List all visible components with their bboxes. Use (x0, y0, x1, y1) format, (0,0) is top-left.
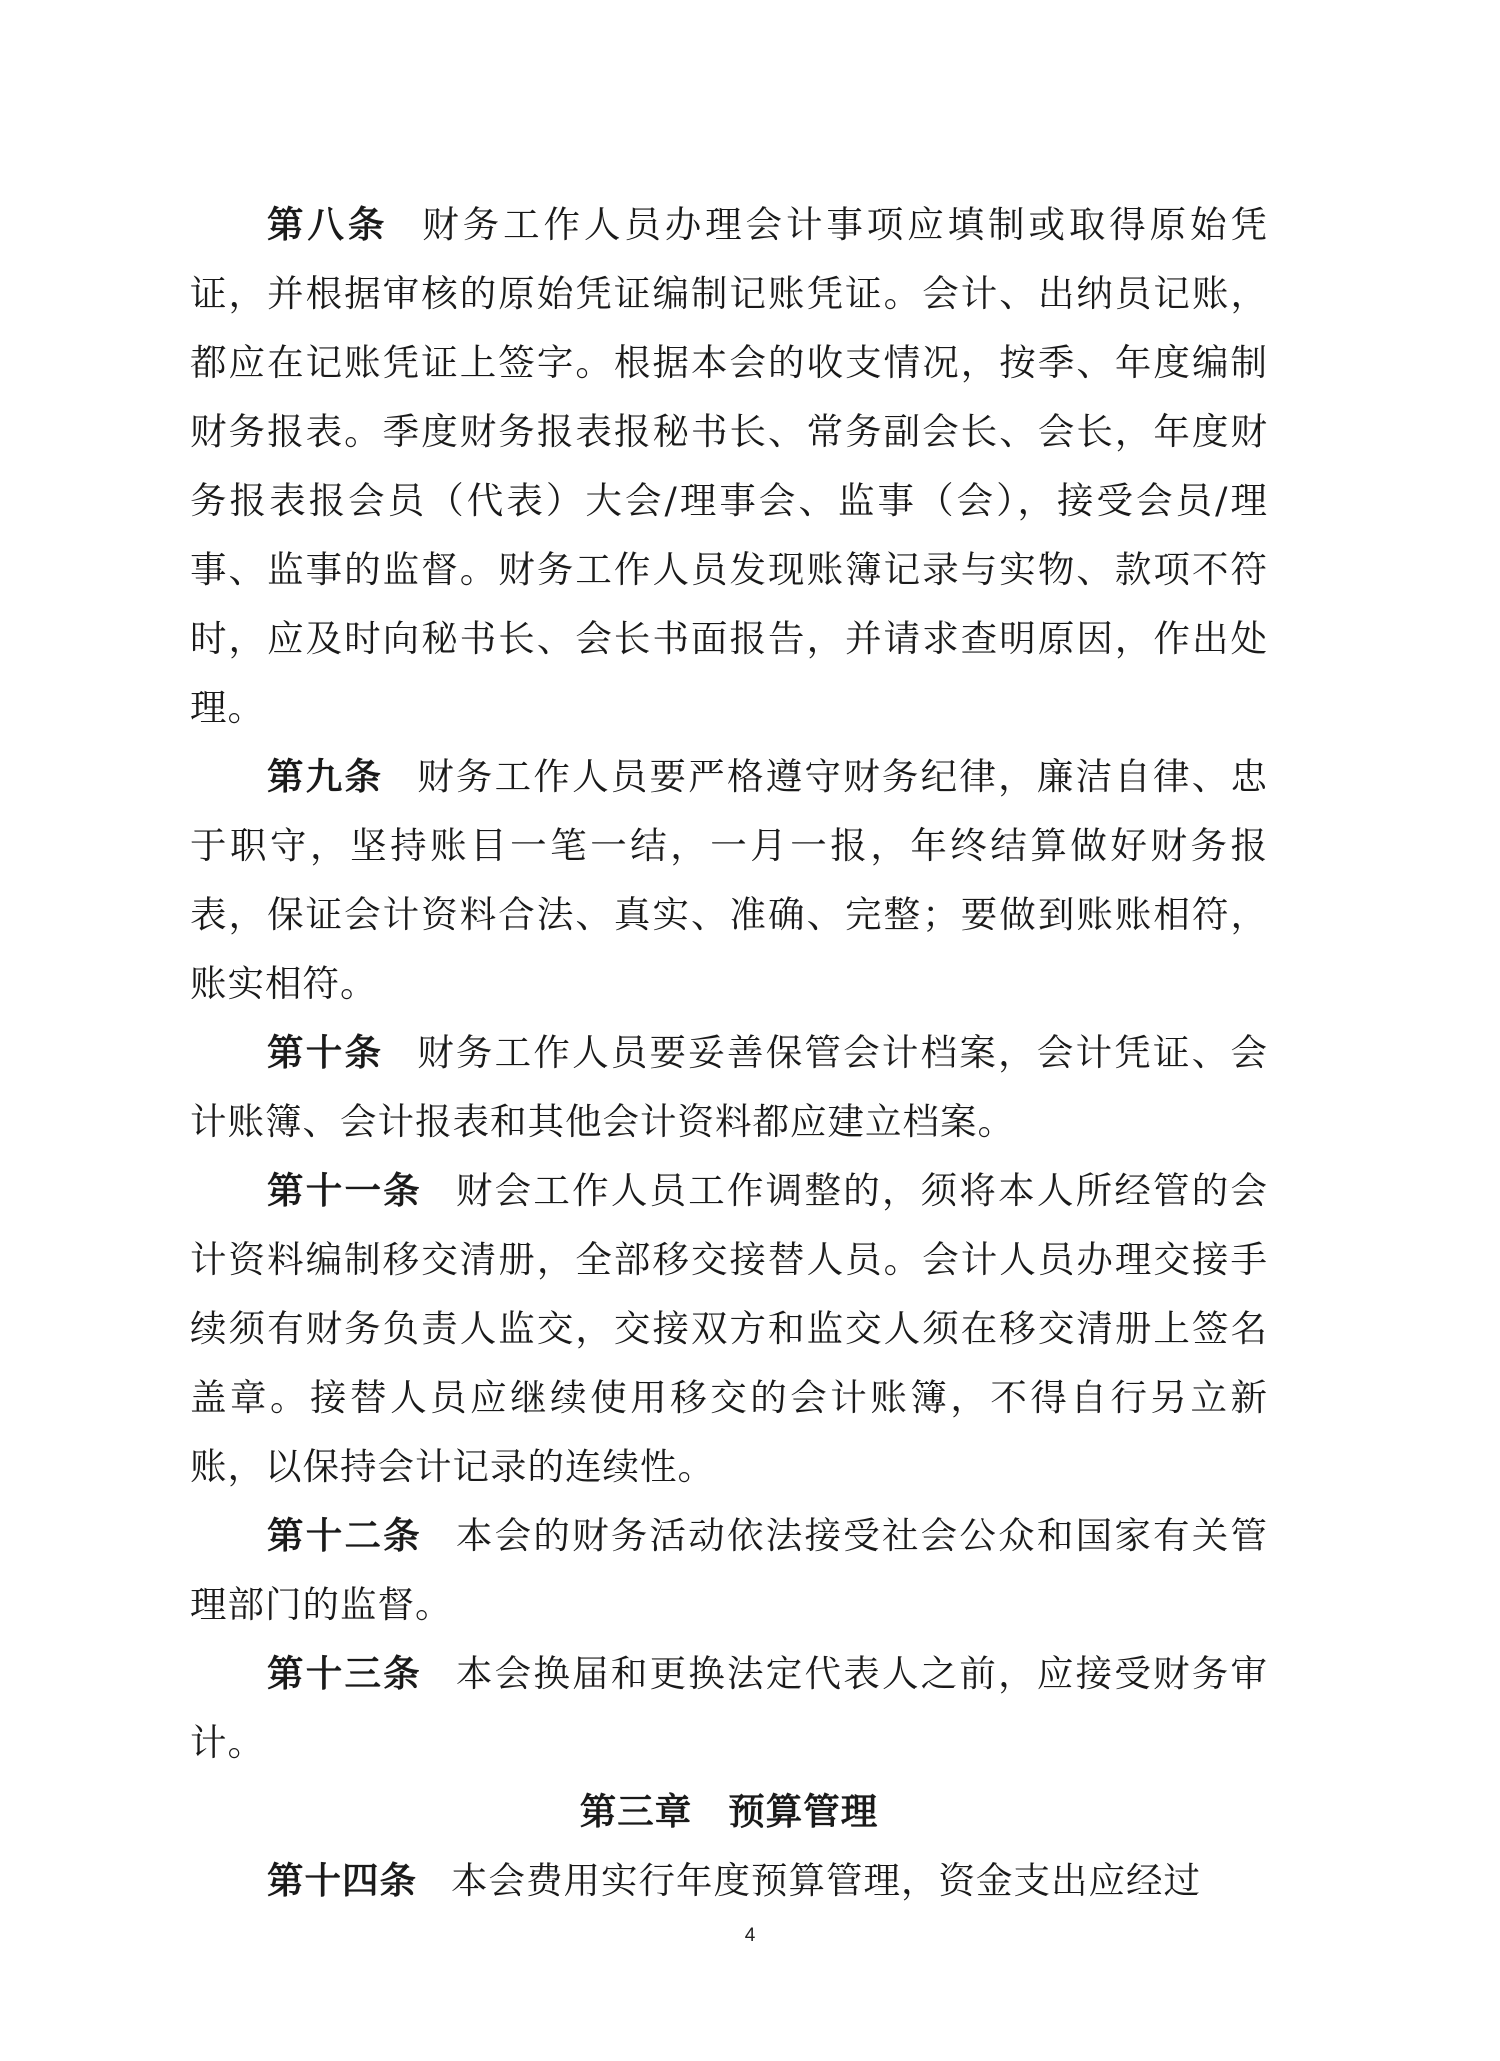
article-14 (190, 1846, 1268, 1915)
article-text: 财会工作人员工作调整的，须将本人所经管的会计资料编制移交清册，全部移交接替人员。会计人员办理交接手续须有财务负责人监交，交接双方和监交人须在移交清册上签名盖章。接替人员应继续使用移交的会计账簿，不得自行另立新账，以保持会计记录的连续性。 (190, 1169, 1269, 1488)
article-number: 第十三条 (267, 1652, 422, 1695)
document-body (190, 190, 1268, 1915)
article-8 (190, 190, 1268, 742)
article-number: 第十一条 (267, 1169, 422, 1212)
article-text: 财务工作人员要严格遵守财务纪律，廉洁自律、忠于职守，坚持账目一笔一结，一月一报，年终结算做好财务报表，保证会计资料合法、真实、准确、完整；要做到账账相符，账实相符。 (190, 755, 1268, 1005)
article-text: 财务工作人员办理会计事项应填制或取得原始凭证，并根据审核的原始凭证编制记账凭证。会计、出纳员记账，都应在记账凭证上签字。根据本会的收支情况，按季、年度编制财务报表。季度财务报表报秘书长、常务副会长、会长，年度财务报表报会员（代表）大会/理事会、监事（会），接受会员/理事、监事的监督。财务工作人员发现账簿记录与实物、款项不符时，应及时向秘书长、会长书面报告，并请求查明原因，作出处理。 (190, 203, 1269, 729)
chapter-title: 预算管理 (728, 1790, 879, 1833)
article-13 (190, 1639, 1268, 1777)
article-text: 财务工作人员要妥善保管会计档案，会计凭证、会计账簿、会计报表和其他会计资料都应建立档案。 (190, 1031, 1268, 1143)
article-text: 本会的财务活动依法接受社会公众和国家有关管理部门的监督。 (190, 1514, 1269, 1626)
article-number: 第十条 (267, 1031, 384, 1074)
page-number: 4 (744, 1925, 756, 1946)
article-number: 第八条 (267, 203, 389, 246)
article-text: 本会费用实行年度预算管理，资金支出应经过 (451, 1859, 1201, 1902)
article-number: 第九条 (267, 755, 384, 798)
article-9 (190, 742, 1268, 1018)
article-number: 第十四条 (267, 1859, 417, 1902)
article-12 (190, 1501, 1268, 1639)
chapter-number: 第三章 (579, 1790, 693, 1833)
article-11 (190, 1156, 1268, 1501)
chapter-heading (190, 1777, 1268, 1846)
article-10 (190, 1018, 1268, 1156)
article-number: 第十二条 (267, 1514, 422, 1557)
article-text: 本会换届和更换法定代表人之前，应接受财务审计。 (190, 1652, 1269, 1764)
